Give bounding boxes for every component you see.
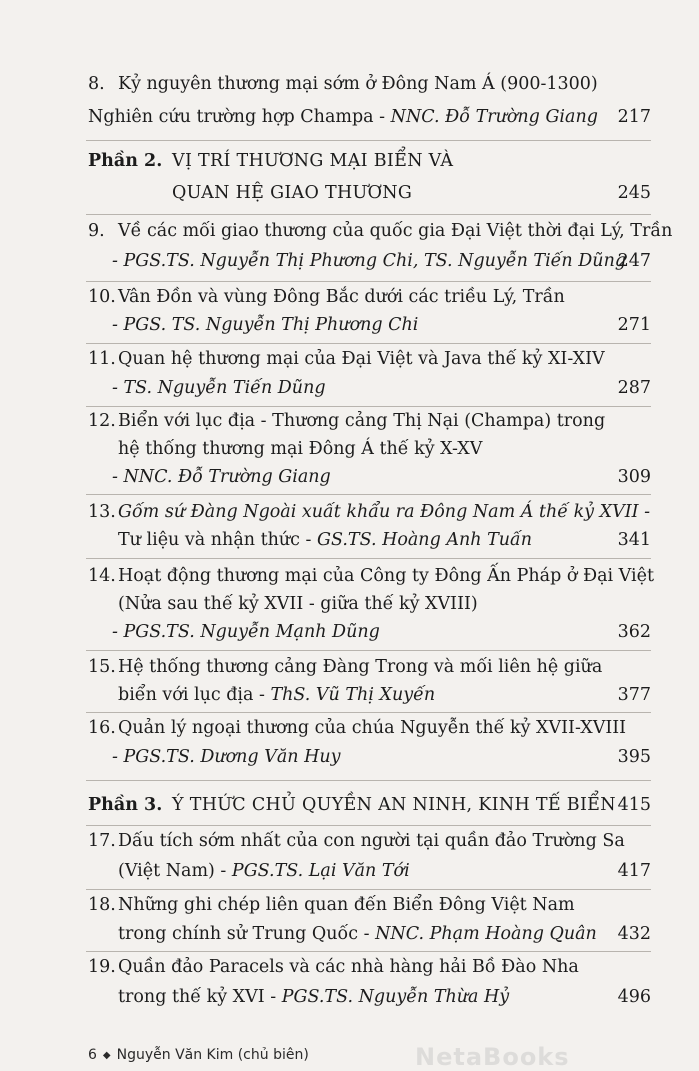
entry-number: 19. <box>88 957 116 977</box>
entry-number: 9. <box>88 221 105 241</box>
entry-page-number: 496 <box>617 987 651 1007</box>
divider <box>86 281 651 282</box>
divider <box>86 343 651 344</box>
part-title: VỊ TRÍ THƯƠNG MẠI BIỂN VÀ <box>172 151 454 171</box>
entry-title-line2: biển với lục địa - ThS. Vũ Thị Xuyến <box>118 685 436 705</box>
divider <box>86 406 651 407</box>
entry-number: 14. <box>88 566 116 586</box>
entry-title: Những ghi chép liên quan đến Biển Đông Việt Nam <box>118 895 575 915</box>
divider <box>86 780 651 781</box>
entry-number: 8. <box>88 74 105 94</box>
entry-author: NNC. Phạm Hoàng Quân <box>375 924 597 944</box>
entry-number: 17. <box>88 831 116 851</box>
entry-author: - PGS. TS. Nguyễn Thị Phương Chi <box>112 315 419 335</box>
entry-title: Gốm sứ Đàng Ngoài xuất khẩu ra Đông Nam Á thế kỷ XVII - <box>118 502 651 522</box>
entry-title: Kỷ nguyên thương mại sớm ở Đông Nam Á (900-1300) <box>118 74 598 94</box>
entry-title-line2: Nghiên cứu trường hợp Champa - NNC. Đỗ Trường Giang <box>88 107 598 127</box>
entry-author: - PGS.TS. Nguyễn Mạnh Dũng <box>112 622 380 642</box>
entry-page-number: 362 <box>617 622 651 642</box>
entry-page-number: 271 <box>617 315 651 335</box>
entry-title-line2: trong thế kỷ XVI - PGS.TS. Nguyễn Thừa Hỷ <box>118 987 510 1007</box>
part-title: Ý THỨC CHỦ QUYỀN AN NINH, KINH TẾ BIỂN <box>172 795 616 815</box>
entry-author: ThS. Vũ Thị Xuyến <box>270 685 436 705</box>
entry-title: Quần đảo Paracels và các nhà hàng hải Bồ Đào Nha <box>118 957 579 977</box>
entry-title-line2: (Việt Nam) - PGS.TS. Lại Văn Tới <box>118 861 410 881</box>
entry-title-line2: hệ thống thương mại Đông Á thế kỷ X-XV <box>118 439 483 459</box>
divider <box>86 650 651 651</box>
entry-number: 15. <box>88 657 116 677</box>
entry-title-line2: trong chính sử Trung Quốc - NNC. Phạm Hoàng Quân <box>118 924 597 944</box>
diamond-icon: ◆ <box>102 1050 111 1061</box>
entry-title: Biển với lục địa - Thương cảng Thị Nại (Champa) trong <box>118 411 606 431</box>
entry-page-number: 377 <box>617 685 651 705</box>
entry-page-number: 309 <box>617 467 651 487</box>
entry-author: - NNC. Đỗ Trường Giang <box>112 467 331 487</box>
entry-author: - PGS.TS. Dương Văn Huy <box>112 747 341 767</box>
footer-author: Nguyễn Văn Kim (chủ biên) <box>116 1047 309 1063</box>
entry-author: - PGS.TS. Nguyễn Thị Phương Chi, TS. Nguyễn Tiến Dũng <box>112 251 627 271</box>
page-footer <box>88 1046 309 1066</box>
entry-author: PGS.TS. Nguyễn Thừa Hỷ <box>281 987 510 1007</box>
divider <box>86 558 651 559</box>
footer-page-number: 6 <box>88 1047 97 1063</box>
part-label: Phần 2. <box>88 151 163 171</box>
part-title-line2: QUAN HỆ GIAO THƯƠNG <box>172 183 413 203</box>
entry-number: 12. <box>88 411 116 431</box>
divider <box>86 951 651 952</box>
divider <box>86 712 651 713</box>
entry-author: PGS.TS. Lại Văn Tới <box>231 861 410 881</box>
entry-page-number: 287 <box>617 378 651 398</box>
divider <box>86 889 651 890</box>
entry-title: Dấu tích sớm nhất của con người tại quần đảo Trường Sa <box>118 831 625 851</box>
entry-author: GS.TS. Hoàng Anh Tuấn <box>317 530 533 550</box>
entry-title: Vân Đồn và vùng Đông Bắc dưới các triều Lý, Trần <box>118 287 565 307</box>
entry-title: Hoạt động thương mại của Công ty Đông Ấn Pháp ở Đại Việt <box>118 566 654 586</box>
part-label: Phần 3. <box>88 795 163 815</box>
entry-number: 13. <box>88 502 116 522</box>
entry-author: - TS. Nguyễn Tiến Dũng <box>112 378 326 398</box>
divider <box>86 825 651 826</box>
entry-number: 18. <box>88 895 116 915</box>
part-page-number: 415 <box>617 795 651 815</box>
divider <box>86 494 651 495</box>
divider <box>86 214 651 215</box>
divider <box>86 140 651 141</box>
entry-page-number: 417 <box>617 861 651 881</box>
entry-title-line2: (Nửa sau thế kỷ XVII - giữa thế kỷ XVIII) <box>118 594 478 614</box>
entry-page-number: 247 <box>617 251 651 271</box>
entry-author: NNC. Đỗ Trường Giang <box>390 107 598 127</box>
entry-title-line2: Tư liệu và nhận thức - GS.TS. Hoàng Anh Tuấn <box>118 530 533 550</box>
entry-number: 16. <box>88 718 116 738</box>
entry-title: Quản lý ngoại thương của chúa Nguyễn thế kỷ XVII-XVIII <box>118 718 627 738</box>
entry-title: Hệ thống thương cảng Đàng Trong và mối liên hệ giữa <box>118 657 603 677</box>
entry-page-number: 395 <box>617 747 651 767</box>
entry-number: 11. <box>88 349 116 369</box>
watermark-logo: NetaBooks <box>415 1043 570 1071</box>
entry-page-number: 341 <box>617 530 651 550</box>
part-page-number: 245 <box>617 183 651 203</box>
entry-page-number: 217 <box>617 107 651 127</box>
entry-title: Quan hệ thương mại của Đại Việt và Java thế kỷ XI-XIV <box>118 349 605 369</box>
entry-number: 10. <box>88 287 116 307</box>
entry-page-number: 432 <box>617 924 651 944</box>
entry-title: Về các mối giao thương của quốc gia Đại Việt thời đại Lý, Trần <box>118 221 673 241</box>
